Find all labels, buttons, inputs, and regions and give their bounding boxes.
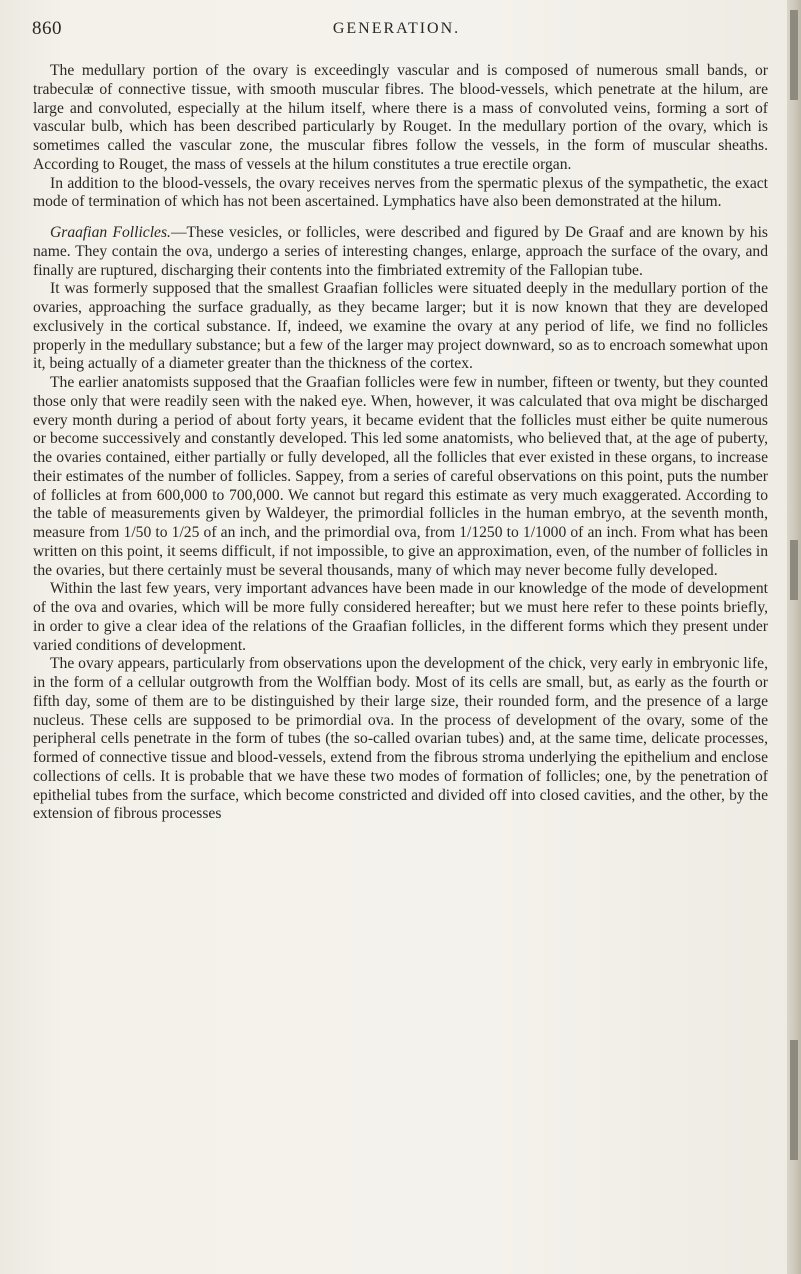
page-edge (787, 0, 801, 1274)
page-number: 860 (32, 18, 62, 39)
paragraph: In addition to the blood-vessels, the ovary receives nerves from the spermatic plexus of the sympathetic, the exact mode of termination of which has not been ascertained. Lymphatics have also been demonstrated at the hilum. (33, 174, 768, 211)
paragraph: It was formerly supposed that the smallest Graafian follicles were situated deeply in the medullary portion of the ovaries, approaching the surface gradually, as they became larger; but it is now known that they are developed exclusively in the cortical substance. If, indeed, we examine the ovary at any period of life, we find no follicles properly in the medullary substance; but a few of the larger may project downward, so as to encroach somewhat upon it, being actually of a diameter greater than the thickness of the cortex. (33, 280, 768, 373)
edge-mark (790, 10, 798, 100)
running-head: GENERATION. (332, 20, 461, 37)
section-paragraph (33, 224, 768, 280)
edge-mark (790, 540, 798, 600)
page-header (32, 14, 761, 42)
paragraph: The ovary appears, particularly from observations upon the development of the chick, very early in embryonic life, in the form of a cellular outgrowth from the Wolffian body. Most of its cells are small, but, as early as the fourth or fifth day, some of them are to be distinguished by their large size, their rounded form, and the presence of a large nucleus. These cells are supposed to be primordial ova. In the process of development of the ovary, some of the peripheral cells penetrate in the form of tubes (the so-called ovarian tubes) and, at the same time, delicate processes, formed of connective tissue and blood-vessels, extend from the fibrous stroma underlying the epithelium and enclose collections of cells. It is probable that we have these two modes of formation of follicles; one, by the penetration of epithelial tubes from the surface, which become constricted and divided off into closed cavities, and the other, by the extension of fibrous processes (33, 655, 768, 823)
paragraph: The medullary portion of the ovary is exceedingly vascular and is composed of numerous small bands, or trabeculæ of connective tissue, with smooth muscular fibres. The blood-vessels, which penetrate at the hilum, are large and convoluted, especially at the hilum itself, where there is a mass of convoluted veins, forming a sort of vascular bulb, which has been described particularly by Rouget. In the medullary portion of the ovary, which is sometimes called the vascular zone, the muscular fibres follow the vessels, in the form of muscular sheaths. According to Rouget, the mass of vessels at the hilum constitutes a true erectile organ. (33, 62, 768, 173)
section-intro-text: —These vesicles, or follicles, were described and figured by De Graaf and are known by his name. They contain the ova, undergo a series of interesting changes, enlarge, approach the surface of the ovary, and finally are ruptured, discharging their contents into the fimbriated extremity of the Fallopian tube. (33, 224, 768, 279)
paragraph: The earlier anatomists supposed that the Graafian follicles were few in number, fifteen or twenty, but they counted those only that were readily seen with the naked eye. When, however, it was calculated that ova might be discharged every month during a period of about forty years, it became evident that the follicles must either be quite numerous or become successively and constantly developed. This led some anatomists, who believed that, at the age of puberty, the ovaries contained, either partially or fully developed, all the follicles that ever existed in these organs, to increase their estimates of the number of follicles. Sappey, from a series of careful observations on this point, puts the number of follicles at from 600,000 to 700,000. We cannot but regard this estimate as very much exaggerated. According to the table of measurements given by Waldeyer, the primordial follicles in the human embryo, at the seventh month, measure from 1/50 to 1/25 of an inch, and the primordial ova, from 1/1250 to 1/1000 of an inch. From what has been written on this point, it seems difficult, if not impossible, to give an approximation, even, of the number of follicles in the ovaries, but there certainly must be several thousands, many of which may never become fully developed. (33, 374, 768, 579)
edge-mark (790, 1040, 798, 1160)
paragraph: Within the last few years, very important advances have been made in our knowledge of the mode of development of the ova and ovaries, which will be more fully considered hereafter; but we must here refer to these points briefly, in order to give a clear idea of the relations of the Graafian follicles, in the different forms which they present under varied conditions of development. (33, 580, 768, 654)
body-text (33, 62, 768, 824)
section-title: Graafian Follicles. (50, 224, 171, 241)
